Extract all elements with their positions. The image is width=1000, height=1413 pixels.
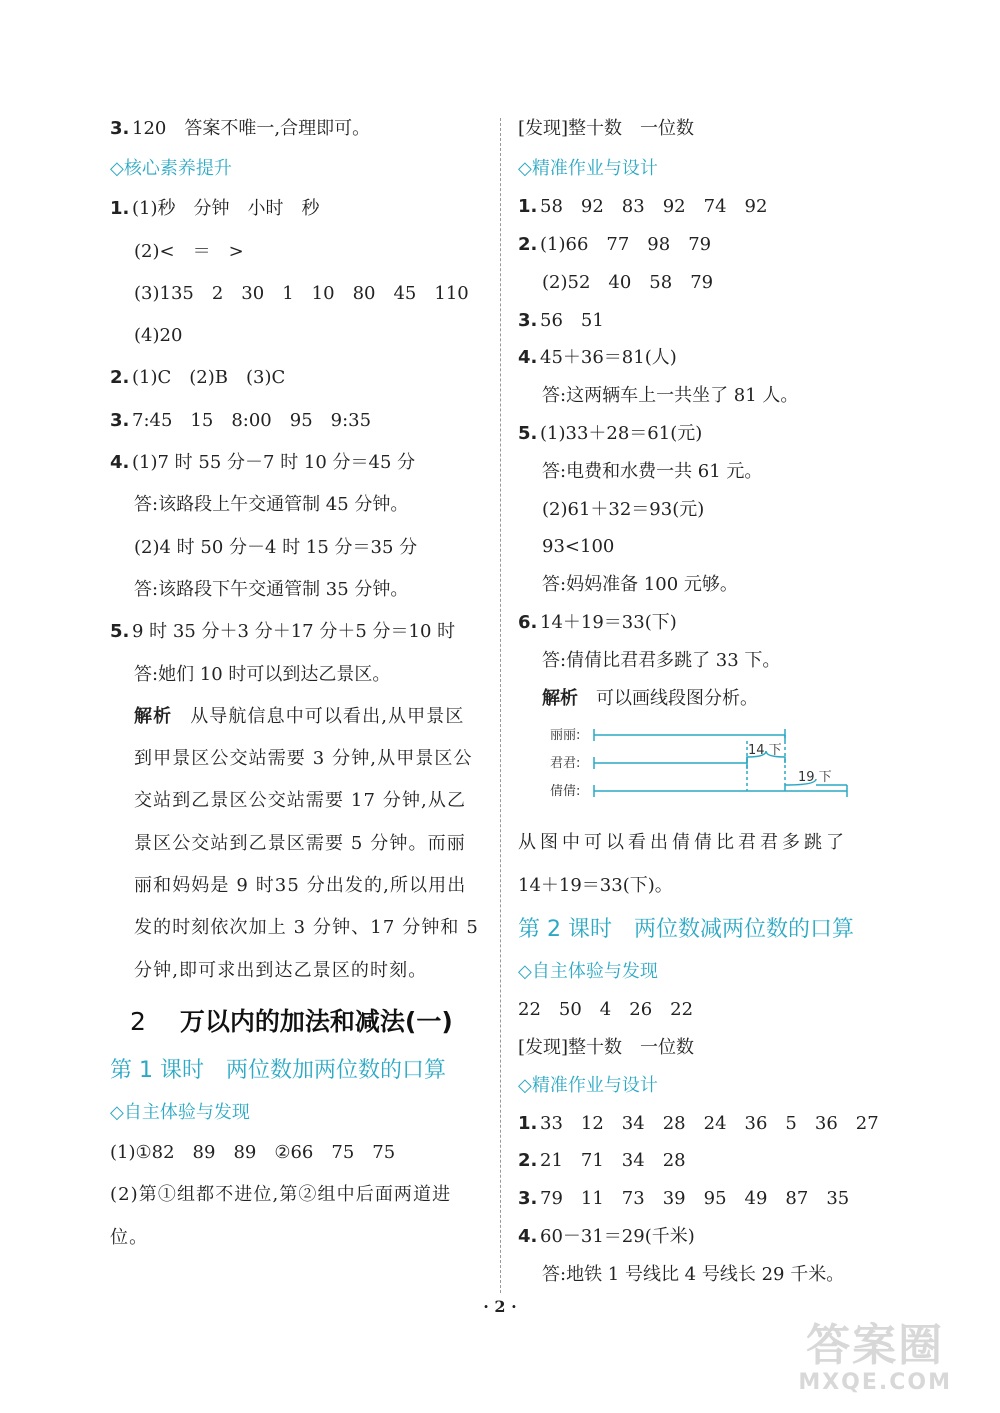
watermark-bottom: MXQE.COM (798, 1370, 952, 1395)
question-number: 3. (110, 409, 130, 431)
answer-text: 14＋19＝33(下) (540, 612, 677, 634)
answer-text: 79 11 73 39 95 49 87 35 (540, 1188, 850, 1210)
answer-text: 9 时 35 分＋3 分＋17 分＋5 分＝10 时 (132, 621, 456, 643)
section-heading: ◇精准作业与设计 (518, 1074, 658, 1096)
analysis-text: 从导航信息中可以看出,从甲景区到甲景区公交站需要 3 分钟,从甲景区公交站到乙景区公交站需要 17 分钟,从乙景区公交站到乙景区需要 5 分钟。而丽丽和妈妈是 9 时35 分出发的,所以用出发的时刻依次加上 3 分钟、17 分钟和 5 分钟,即可求出到达乙景区的时刻。 (134, 705, 479, 981)
answer-line: 22 50 4 26 22 (518, 999, 694, 1021)
segment-lili (594, 729, 785, 741)
answer-text: (1)7 时 55 分－7 时 10 分＝45 分 (132, 452, 416, 474)
question-number: 5. (110, 621, 130, 643)
analysis-label: 解析 (542, 687, 578, 709)
question-number: 4. (518, 347, 538, 369)
answer-text: 7:45 15 8:00 95 9:35 (132, 409, 372, 431)
answer-line: 93<100 (542, 536, 615, 558)
answer-line (110, 442, 482, 484)
answer-text: 120 答案不唯一,合理即可。 (132, 118, 371, 139)
label-14: 14 下 (748, 743, 782, 759)
answer-line (518, 1218, 890, 1256)
analysis-label: 解析 (134, 705, 173, 727)
answer-text: (1)C (2)B (3)C (132, 367, 286, 389)
segment-junjun (594, 757, 747, 769)
answer-line: (3)135 2 30 1 10 80 45 110 (134, 282, 469, 304)
answer-line: (2)52 40 58 79 (542, 271, 714, 293)
answer-line: (1)①82 89 89 ②66 75 75 (110, 1141, 396, 1163)
answer-line (110, 188, 482, 230)
answer-line: 14＋19＝33(下)。 (518, 874, 673, 896)
question-number: 1. (518, 1112, 538, 1134)
segment-diagram-svg (542, 721, 872, 816)
answer-line: 答:倩倩比君君多跳了 33 下。 (542, 649, 781, 671)
answer-paragraph: (2)第①组都不进位,第②组中后面两道进位。 (110, 1184, 452, 1248)
question-number: 2. (110, 367, 130, 389)
answer-line: 答:电费和水费一共 61 元。 (542, 460, 763, 482)
watermark-top: 答案圈 (806, 1320, 945, 1371)
left-column (110, 108, 482, 1259)
question-number: 3. (110, 118, 130, 139)
answer-line: [发现]整十数 一位数 (518, 118, 695, 139)
answer-line (518, 604, 890, 642)
unit-title: 万以内的加法和减法(一) (179, 1006, 453, 1036)
answer-line (110, 400, 482, 442)
answer-line (110, 357, 482, 399)
answer-text: 21 71 34 28 (540, 1150, 686, 1172)
answer-text: 33 12 34 28 24 36 5 36 27 (540, 1112, 879, 1134)
answer-line: (4)20 (134, 325, 183, 347)
answer-line: (2)< ＝ > (134, 240, 244, 262)
question-number: 2. (518, 234, 538, 256)
analysis-paragraph (110, 696, 482, 992)
answer-line: 答:该路段下午交通管制 35 分钟。 (134, 578, 409, 600)
brace-19 (785, 779, 847, 791)
answer-line (110, 611, 482, 653)
answer-line (518, 1180, 890, 1218)
column-divider (500, 118, 501, 1293)
question-number: 1. (518, 196, 538, 218)
question-number: 4. (518, 1226, 538, 1248)
answer-line: 答:她们 10 时可以到达乙景区。 (134, 663, 391, 685)
lesson-title: 第 2 课时 两位数减两位数的口算 (518, 917, 854, 943)
answer-text: (1)33＋28＝61(元) (540, 423, 703, 445)
analysis-text: 可以画线段图分析。 (596, 687, 758, 709)
answer-line (518, 188, 890, 226)
answer-text: (1)66 77 98 79 (540, 234, 712, 256)
lesson-title: 第 1 课时 两位数加两位数的口算 (110, 1057, 446, 1083)
analysis-line (518, 680, 890, 718)
answer-line (518, 302, 890, 340)
label-19: 19 下 (798, 770, 832, 786)
answer-line: (2)61＋32＝93(元) (542, 498, 705, 520)
section-heading: ◇核心素养提升 (110, 158, 232, 180)
segment-qianqian (594, 785, 847, 797)
question-number: 3. (518, 309, 538, 331)
question-number: 4. (110, 452, 130, 474)
answer-line: 答:地铁 1 号线比 4 号线长 29 千米。 (542, 1263, 845, 1285)
answer-text: 58 92 83 92 74 92 (540, 196, 768, 218)
page-number: · 2 · (483, 1297, 517, 1316)
answer-line (518, 415, 890, 453)
answer-text: 45＋36＝81(人) (540, 347, 677, 369)
section-heading: ◇精准作业与设计 (518, 158, 658, 180)
answer-line (110, 108, 482, 150)
answer-line (518, 1142, 890, 1180)
answer-line: (2)4 时 50 分－4 时 15 分＝35 分 (134, 536, 418, 558)
section-heading: ◇自主体验与发现 (110, 1101, 250, 1123)
line-segment-diagram (542, 721, 890, 816)
question-number: 5. (518, 423, 538, 445)
question-number: 1. (110, 198, 130, 220)
label-junjun: 君君: (550, 756, 581, 772)
question-number: 2. (518, 1150, 538, 1172)
watermark-logo (798, 1322, 952, 1395)
question-number: 3. (518, 1188, 538, 1210)
unit-number: 2 (130, 1006, 146, 1036)
answer-line (518, 1105, 890, 1143)
answer-line (518, 339, 890, 377)
answer-text: 60－31＝29(千米) (540, 1226, 695, 1248)
question-number: 6. (518, 612, 538, 634)
section-heading: ◇自主体验与发现 (518, 961, 658, 983)
answer-line: [发现]整十数 一位数 (518, 1036, 695, 1058)
label-lili: 丽丽: (550, 728, 581, 744)
answer-text: 56 51 (540, 309, 604, 331)
label-qianqian: 倩倩: (550, 784, 581, 800)
unit-heading (110, 996, 482, 1048)
answer-text: (1)秒 分钟 小时 秒 (132, 198, 320, 220)
right-column (518, 108, 890, 1294)
answer-line: 从图中可以看出倩倩比君君多跳了 (518, 832, 848, 854)
answer-line: 答:妈妈准备 100 元够。 (542, 574, 738, 596)
answer-line: 答:这两辆车上一共坐了 81 人。 (542, 385, 799, 407)
answer-line: 答:该路段上午交通管制 45 分钟。 (134, 494, 409, 516)
answer-line (518, 226, 890, 264)
